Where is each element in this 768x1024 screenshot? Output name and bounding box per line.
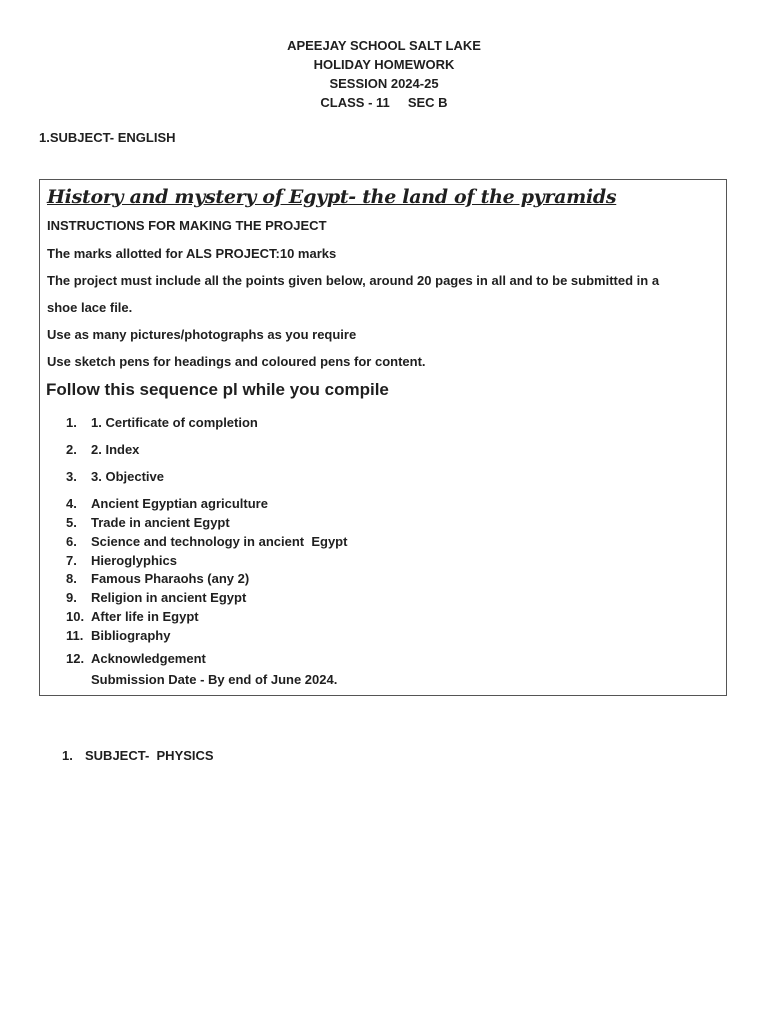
project-box <box>39 179 727 696</box>
submission-date: Submission Date - By end of June 2024. <box>91 672 338 687</box>
project-title: History and mystery of Egypt- the land of the pyramids <box>47 186 617 208</box>
instructions-heading: INSTRUCTIONS FOR MAKING THE PROJECT <box>47 218 327 233</box>
subject-physics-heading: 1. SUBJECT- PHYSICS <box>62 748 214 763</box>
pictures-line: Use as many pictures/photographs as you require <box>47 327 357 342</box>
list-item: 9. Religion in ancient Egypt <box>66 590 247 605</box>
list-item: 10. After life in Egypt <box>66 609 199 624</box>
homework-title: HOLIDAY HOMEWORK <box>313 57 455 72</box>
subject-english-heading: 1.SUBJECT- ENGLISH <box>39 130 176 145</box>
include-points-line: The project must include all the points given below, around 20 pages in all and to be submitted in a <box>47 273 660 288</box>
class-label: CLASS - 11 SEC B <box>320 95 448 110</box>
list-item: 5. Trade in ancient Egypt <box>66 515 230 530</box>
sketch-pens-line: Use sketch pens for headings and coloured pens for content. <box>47 354 426 369</box>
list-item: 6. Science and technology in ancient Egypt <box>66 534 348 549</box>
list-item: 8. Famous Pharaohs (any 2) <box>66 571 250 586</box>
list-item: 12. Acknowledgement <box>66 651 206 666</box>
marks-line: The marks allotted for ALS PROJECT:10 marks <box>47 246 337 261</box>
list-item: 1. 1. Certificate of completion <box>66 415 258 430</box>
list-item: 2. 2. Index <box>66 442 140 457</box>
document-header <box>0 36 768 112</box>
school-name: APEEJAY SCHOOL SALT LAKE <box>287 38 481 53</box>
list-item: 4. Ancient Egyptian agriculture <box>66 496 268 511</box>
list-item: 11. Bibliography <box>66 628 171 643</box>
list-item: 7. Hieroglyphics <box>66 553 177 568</box>
shoe-lace-line: shoe lace file. <box>47 300 133 315</box>
sequence-heading: Follow this sequence pl while you compile <box>46 380 389 399</box>
list-item: 3. 3. Objective <box>66 469 164 484</box>
session-label: SESSION 2024-25 <box>329 76 439 91</box>
